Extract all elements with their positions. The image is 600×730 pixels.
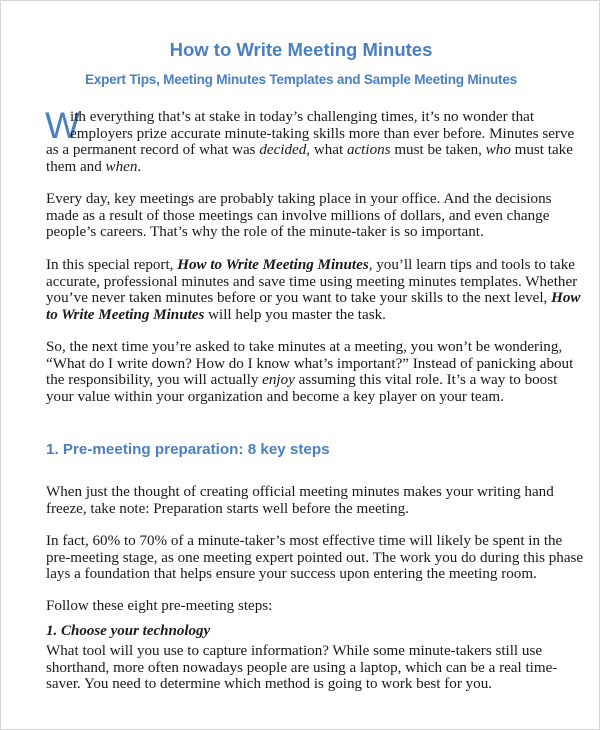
- text-line: “What do I write down? How do I know what’s important?” Instead of panicking about: [46, 355, 574, 372]
- text-line: as a permanent record of what was decided, what actions must be taken, who must take: [46, 142, 573, 159]
- text-line: In fact, 60% to 70% of a minute-taker’s most effective time will likely be spent in the: [46, 533, 563, 549]
- text-line: When just the thought of creating official meeting minutes makes your writing hand: [46, 484, 554, 500]
- emphasis: actions: [346, 142, 391, 159]
- text-line: lays a foundation that helps ensure your success upon entering the meeting room.: [46, 566, 537, 583]
- text-line: you’ve never taken minutes before or you want to take your skills to the next level, How: [46, 290, 581, 307]
- text-line: Follow these eight pre-meeting steps:: [46, 598, 273, 614]
- text-line: shorthand, more often nowadays people are using a laptop, which can be a real time-: [46, 659, 558, 676]
- section-heading: 1. Pre-meeting preparation: 8 key steps: [46, 441, 330, 458]
- emphasis: when: [105, 158, 138, 175]
- text-line: to Write Meeting Minutes will help you master the task.: [46, 306, 386, 323]
- document-subtitle: Expert Tips, Meeting Minutes Templates and Sample Meeting Minutes: [85, 72, 517, 87]
- bold-italic-title: How to Write Meeting Minutes: [177, 257, 369, 273]
- emphasis: decided: [259, 142, 307, 159]
- paragraph-meetings: [46, 191, 566, 241]
- text-line: your value within your organization and become a key player on your team.: [46, 388, 504, 405]
- step-heading: 1. Choose your technology: [46, 623, 211, 639]
- paragraph-follow-steps: [46, 598, 566, 615]
- bold-italic-title: to Write Meeting Minutes: [46, 306, 205, 323]
- text-line: people’s careers. That’s why the role of the minute-taker is so important.: [46, 224, 484, 241]
- text-line: accurate, professional minutes and save time using meeting minutes templates. Whether: [46, 273, 578, 290]
- text-line: ith everything that’s at stake in today’s challenging times, it’s no wonder that: [70, 109, 535, 125]
- paragraph-special-report: [46, 257, 581, 323]
- text-line: Every day, key meetings are probably taking place in your office. And the decisions: [46, 191, 552, 207]
- text-line: In this special report, How to Write Meeting Minutes, you’ll learn tips and tools to take: [46, 257, 575, 273]
- emphasis: enjoy: [262, 372, 295, 389]
- document-title: How to Write Meeting Minutes: [169, 39, 433, 60]
- text-line: So, the next time you’re asked to take minutes at a meeting, you won’t be wondering,: [46, 339, 563, 355]
- paragraph-preparation: [46, 484, 566, 517]
- text-line: What tool will you use to capture information? While some minute-takers still use: [46, 643, 543, 659]
- text-line: saver. You need to determine which method is going to work best for you.: [46, 676, 493, 693]
- text-line: freeze, take note: Preparation starts well before the meeting.: [46, 500, 409, 517]
- text-line: made as a result of those meetings can involve millions of dollars, and even change: [46, 207, 550, 224]
- bold-italic-title: How: [551, 290, 581, 307]
- text-line: the responsibility, you will actually enjoy assuming this vital role. It’s a way to boost: [46, 372, 558, 389]
- text-line: pre-meeting stage, as one meeting expert pointed out. The work you do during this phase: [46, 549, 584, 566]
- drop-cap: W: [45, 105, 80, 146]
- emphasis: who: [485, 142, 511, 159]
- paragraph-in-fact: [46, 533, 584, 583]
- text-line: them and when.: [46, 158, 142, 175]
- intro-paragraph: [45, 105, 575, 175]
- paragraph-next-time: [46, 339, 574, 405]
- paragraph-technology: [46, 643, 566, 693]
- text-line: employers prize accurate minute-taking skills more than ever before. Minutes serve: [70, 125, 575, 142]
